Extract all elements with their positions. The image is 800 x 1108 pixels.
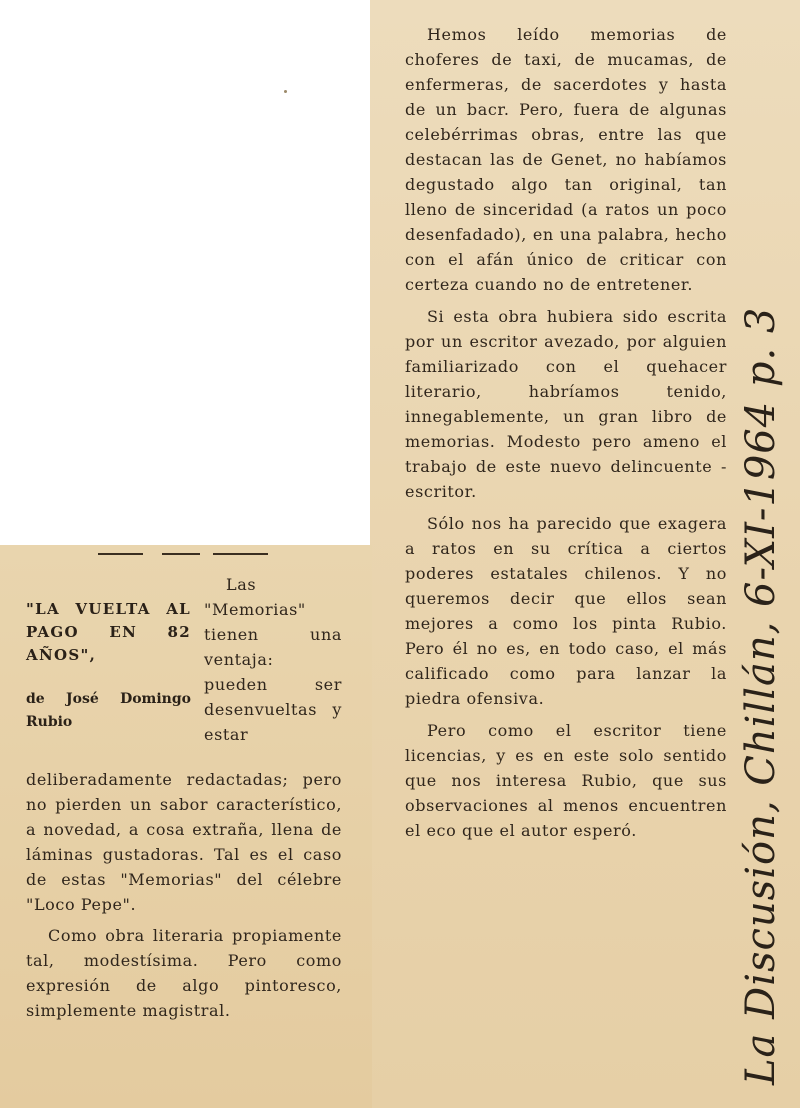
column-rule: [213, 553, 268, 555]
left-column-text: [26, 767, 342, 1023]
paragraph: Si esta obra hubiera sido escrita por un escritor avezado, por alguien familiarizado con el quehacer literario, habríamos tenido, innegablemente, un gran libro de memorias. Modesto pero ameno el trabajo de este nuevo delincuente - escritor.: [405, 307, 727, 501]
article-headline: "LA VUELTA AL PAGO EN 82 AÑOS",: [26, 600, 191, 664]
paragraph: deliberadamente redactadas; pero no pierden un sabor característico, a novedad, a cosa extraña, llena de láminas gustadoras. Tal es el caso de estas "Memorias" del célebre "Loco Pepe".: [26, 770, 342, 914]
paragraph: Hemos leído memorias de choferes de taxi, de mucamas, de enfermeras, de sacerdotes y hasta de un bacr. Pero, fuera de algunas celebérrimas obras, entre las que destacan las de Genet, no habíamos degustado algo tan original, tan lleno de sinceridad (a ratos un poco desenfadado), en una palabra, hecho con el afán único de criticar con certeza cuando no de entretener.: [405, 25, 727, 294]
paragraph: Las "Memorias" tienen una ventaja: pueden ser desenvueltas y estar: [204, 575, 342, 744]
article-byline: de José Domingo Rubio: [26, 691, 191, 730]
speck: [284, 90, 287, 93]
column-rule: [162, 553, 200, 555]
paragraph: Sólo nos ha parecido que exagera a ratos en su crítica a ciertos poderes estatales chilenos. Y no queremos decir que ellos sean mejores a como los pinta Rubio. Pero él no es, en todo caso, el más calificado como para lanzar la piedra ofensiva.: [405, 514, 727, 708]
right-column-text: [405, 22, 727, 843]
column-rule: [98, 553, 143, 555]
paragraph: Como obra literaria propiamente tal, modestísima. Pero como expresión de algo pintoresco, simplemente magistral.: [26, 926, 342, 1020]
paragraph: Pero como el escritor tiene licencias, y es en este solo sentido que nos interesa Rubio, que sus observaciones al menos encuentren el eco que el autor esperó.: [405, 721, 727, 840]
handwritten-source-note: La Discusión, Chillán, 6-XI-1964 p. 3: [738, 306, 784, 1085]
left-intro-text: [204, 572, 342, 747]
